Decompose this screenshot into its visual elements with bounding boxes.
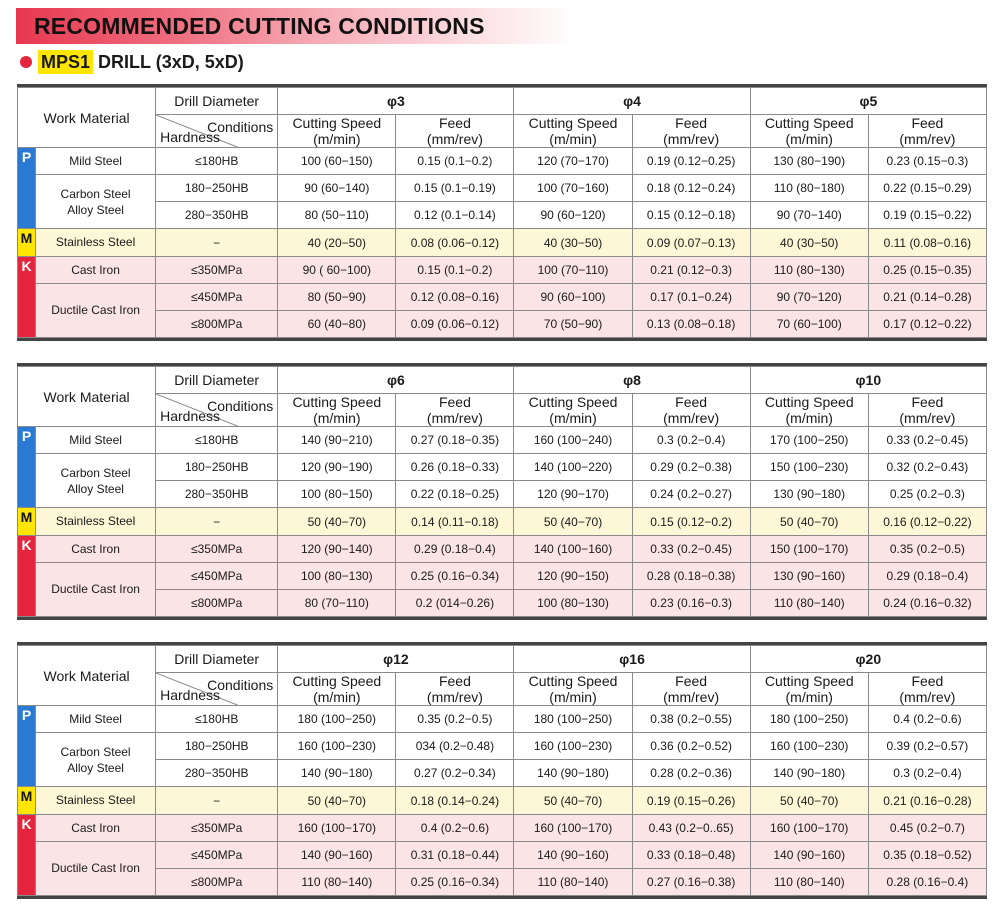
feed-value: 0.45 (0.2−0.7) bbox=[868, 815, 986, 842]
cutting-table-2 bbox=[17, 363, 987, 620]
hardness-value: 280−350HB bbox=[156, 481, 278, 508]
table-row bbox=[18, 229, 987, 257]
cutting-speed-value: 50 (40−70) bbox=[514, 787, 632, 815]
table-row bbox=[18, 311, 987, 338]
cutting-speed-value: 160 (100−170) bbox=[750, 815, 868, 842]
feed-header-line1: Feed bbox=[911, 394, 944, 410]
stainless-steel-label: Stainless Steel bbox=[36, 787, 156, 815]
feed-value: 0.09 (0.07−0.13) bbox=[632, 229, 750, 257]
feed-value: 0.33 (0.2−0.45) bbox=[632, 536, 750, 563]
header-row-diameter bbox=[18, 646, 987, 673]
cutting-speed-header bbox=[514, 394, 632, 427]
grade-p-badge: P bbox=[18, 427, 36, 508]
hardness-value: ≤450MPa bbox=[156, 284, 278, 311]
feed-header-line1: Feed bbox=[675, 394, 708, 410]
feed-value: 0.4 (0.2−0.6) bbox=[868, 706, 986, 733]
grade-p-badge: P bbox=[18, 148, 36, 229]
table-row bbox=[18, 508, 987, 536]
hardness-value: ≤350MPa bbox=[156, 536, 278, 563]
table-row bbox=[18, 842, 987, 869]
diameter-header: φ12 bbox=[278, 646, 514, 673]
grade-m-badge: M bbox=[18, 508, 36, 536]
cutting-speed-value: 120 (70−170) bbox=[514, 148, 632, 175]
cutting-speed-value: 100 (80−130) bbox=[278, 563, 396, 590]
feed-value: 0.28 (0.2−0.36) bbox=[632, 760, 750, 787]
cutting-speed-header-line2: (m/min) bbox=[549, 689, 597, 705]
table-row bbox=[18, 706, 987, 733]
hardness-value: ≤180HB bbox=[156, 427, 278, 454]
feed-value: 0.33 (0.18−0.48) bbox=[632, 842, 750, 869]
grade-k-badge: K bbox=[18, 536, 36, 617]
cutting-speed-value: 140 (90−160) bbox=[278, 842, 396, 869]
cutting-speed-value: 140 (90−210) bbox=[278, 427, 396, 454]
mild-steel-label: Mild Steel bbox=[36, 148, 156, 175]
grade-m-badge: M bbox=[18, 229, 36, 257]
drill-diameter-header: Drill Diameter bbox=[156, 646, 278, 673]
feed-value: 0.15 (0.1−0.19) bbox=[396, 175, 514, 202]
cutting-speed-value: 100 (70−110) bbox=[514, 257, 632, 284]
diameter-header: φ20 bbox=[750, 646, 986, 673]
carbon-alloy-steel-label bbox=[36, 454, 156, 508]
cutting-speed-value: 160 (100−240) bbox=[514, 427, 632, 454]
diameter-header: φ16 bbox=[514, 646, 750, 673]
feed-header bbox=[868, 673, 986, 706]
hardness-value: ≤180HB bbox=[156, 706, 278, 733]
hardness-value: ≤800MPa bbox=[156, 311, 278, 338]
cutting-speed-header bbox=[514, 115, 632, 148]
feed-header-line1: Feed bbox=[911, 673, 944, 689]
cutting-speed-header-line2: (m/min) bbox=[549, 131, 597, 147]
cutting-speed-header bbox=[750, 394, 868, 427]
cutting-speed-value: 160 (100−230) bbox=[278, 733, 396, 760]
feed-value: 0.21 (0.14−0.28) bbox=[868, 284, 986, 311]
table-row bbox=[18, 787, 987, 815]
hardness-value: − bbox=[156, 508, 278, 536]
feed-header-line1: Feed bbox=[675, 115, 708, 131]
carbon-alloy-steel-label bbox=[36, 733, 156, 787]
feed-value: 0.43 (0.2−0..65) bbox=[632, 815, 750, 842]
feed-header bbox=[396, 394, 514, 427]
grade-m-badge: M bbox=[18, 787, 36, 815]
cutting-speed-header-line2: (m/min) bbox=[785, 410, 833, 426]
header-row-diameter bbox=[18, 88, 987, 115]
cutting-speed-value: 120 (90−140) bbox=[278, 536, 396, 563]
cutting-speed-value: 150 (100−230) bbox=[750, 454, 868, 481]
feed-value: 0.35 (0.18−0.52) bbox=[868, 842, 986, 869]
cutting-speed-value: 170 (100−250) bbox=[750, 427, 868, 454]
cutting-speed-value: 70 (50−90) bbox=[514, 311, 632, 338]
cutting-speed-value: 140 (100−220) bbox=[514, 454, 632, 481]
cutting-speed-value: 130 (90−180) bbox=[750, 481, 868, 508]
cutting-speed-value: 90 (60−140) bbox=[278, 175, 396, 202]
cutting-speed-header-line1: Cutting Speed bbox=[528, 115, 618, 131]
table-row bbox=[18, 563, 987, 590]
hardness-value: ≤350MPa bbox=[156, 257, 278, 284]
conditions-label: Conditions bbox=[207, 398, 274, 414]
ductile-cast-iron-label: Ductile Cast Iron bbox=[36, 284, 156, 338]
cutting-speed-value: 140 (90−160) bbox=[514, 842, 632, 869]
feed-header bbox=[396, 673, 514, 706]
feed-value: 0.17 (0.12−0.22) bbox=[868, 311, 986, 338]
feed-value: 0.31 (0.18−0.44) bbox=[396, 842, 514, 869]
feed-header-line2: (mm/rev) bbox=[426, 689, 483, 705]
cutting-speed-header-line1: Cutting Speed bbox=[528, 673, 618, 689]
cutting-speed-header-line2: (m/min) bbox=[313, 410, 361, 426]
table-row bbox=[18, 175, 987, 202]
feed-value: 0.3 (0.2−0.4) bbox=[868, 760, 986, 787]
cutting-speed-header-line1: Cutting Speed bbox=[292, 394, 382, 410]
cutting-speed-value: 80 (50−90) bbox=[278, 284, 396, 311]
cutting-speed-header-line2: (m/min) bbox=[549, 410, 597, 426]
cutting-speed-value: 180 (100−250) bbox=[750, 706, 868, 733]
feed-value: 0.39 (0.2−0.57) bbox=[868, 733, 986, 760]
feed-value: 0.15 (0.12−0.18) bbox=[632, 202, 750, 229]
feed-value: 0.27 (0.2−0.34) bbox=[396, 760, 514, 787]
ductile-cast-iron-label: Ductile Cast Iron bbox=[36, 563, 156, 617]
feed-value: 0.3 (0.2−0.4) bbox=[632, 427, 750, 454]
feed-value: 0.12 (0.08−0.16) bbox=[396, 284, 514, 311]
feed-header bbox=[868, 394, 986, 427]
hardness-value: 180−250HB bbox=[156, 454, 278, 481]
cutting-speed-value: 90 (60−100) bbox=[514, 284, 632, 311]
mild-steel-label: Mild Steel bbox=[36, 427, 156, 454]
carbon-alloy-steel-label bbox=[36, 175, 156, 229]
feed-header-line2: (mm/rev) bbox=[663, 131, 720, 147]
feed-value: 0.27 (0.18−0.35) bbox=[396, 427, 514, 454]
feed-value: 0.32 (0.2−0.43) bbox=[868, 454, 986, 481]
cutting-speed-value: 140 (100−160) bbox=[514, 536, 632, 563]
feed-value: 0.15 (0.12−0.2) bbox=[632, 508, 750, 536]
cutting-speed-header-line2: (m/min) bbox=[313, 131, 361, 147]
feed-value: 0.26 (0.18−0.33) bbox=[396, 454, 514, 481]
hardness-value: 180−250HB bbox=[156, 733, 278, 760]
feed-header-line2: (mm/rev) bbox=[899, 131, 956, 147]
cutting-speed-value: 160 (100−170) bbox=[278, 815, 396, 842]
feed-header-line2: (mm/rev) bbox=[426, 131, 483, 147]
feed-value: 0.35 (0.2−0.5) bbox=[396, 706, 514, 733]
hardness-value: 180−250HB bbox=[156, 175, 278, 202]
diameter-header: φ10 bbox=[750, 367, 986, 394]
cutting-speed-value: 110 (80−140) bbox=[514, 869, 632, 896]
feed-value: 0.23 (0.16−0.3) bbox=[632, 590, 750, 617]
hardness-value: − bbox=[156, 229, 278, 257]
hardness-value: ≤450MPa bbox=[156, 563, 278, 590]
stainless-steel-label: Stainless Steel bbox=[36, 508, 156, 536]
feed-value: 0.25 (0.2−0.3) bbox=[868, 481, 986, 508]
feed-value: 0.18 (0.12−0.24) bbox=[632, 175, 750, 202]
feed-value: 0.24 (0.2−0.27) bbox=[632, 481, 750, 508]
cutting-speed-value: 90 (70−120) bbox=[750, 284, 868, 311]
mild-steel-label: Mild Steel bbox=[36, 706, 156, 733]
carbon-alloy-steel-label-line2: Alloy Steel bbox=[67, 481, 124, 496]
cutting-speed-header bbox=[278, 115, 396, 148]
cutting-speed-value: 180 (100−250) bbox=[278, 706, 396, 733]
feed-value: 0.29 (0.18−0.4) bbox=[396, 536, 514, 563]
feed-value: 0.25 (0.16−0.34) bbox=[396, 869, 514, 896]
table-row bbox=[18, 733, 987, 760]
hardness-value: − bbox=[156, 787, 278, 815]
hardness-label: Hardness bbox=[160, 687, 221, 703]
table-row bbox=[18, 148, 987, 175]
cutting-speed-value: 120 (90−190) bbox=[278, 454, 396, 481]
feed-value: 0.18 (0.14−0.24) bbox=[396, 787, 514, 815]
feed-value: 0.28 (0.18−0.38) bbox=[632, 563, 750, 590]
cutting-speed-header-line1: Cutting Speed bbox=[764, 115, 854, 131]
cutting-speed-value: 50 (40−70) bbox=[750, 787, 868, 815]
product-code: MPS1 bbox=[38, 50, 93, 74]
feed-header-line2: (mm/rev) bbox=[663, 410, 720, 426]
conditions-hardness-header bbox=[156, 115, 278, 148]
hardness-value: 280−350HB bbox=[156, 760, 278, 787]
hardness-label: Hardness bbox=[160, 129, 221, 145]
cutting-speed-value: 140 (90−160) bbox=[750, 842, 868, 869]
cutting-speed-value: 160 (100−170) bbox=[514, 815, 632, 842]
feed-value: 0.29 (0.18−0.4) bbox=[868, 563, 986, 590]
feed-value: 0.4 (0.2−0.6) bbox=[396, 815, 514, 842]
cutting-speed-value: 160 (100−230) bbox=[750, 733, 868, 760]
feed-value: 0.28 (0.16−0.4) bbox=[868, 869, 986, 896]
hardness-value: ≤800MPa bbox=[156, 590, 278, 617]
cutting-speed-value: 110 (80−180) bbox=[750, 175, 868, 202]
feed-header bbox=[868, 115, 986, 148]
conditions-label: Conditions bbox=[207, 119, 274, 135]
cutting-speed-value: 110 (80−140) bbox=[278, 869, 396, 896]
feed-value: 0.08 (0.06−0.12) bbox=[396, 229, 514, 257]
page-title: RECOMMENDED CUTTING CONDITIONS bbox=[34, 13, 485, 39]
feed-value: 0.16 (0.12−0.22) bbox=[868, 508, 986, 536]
cast-iron-label: Cast Iron bbox=[36, 815, 156, 842]
cutting-speed-value: 90 (70−140) bbox=[750, 202, 868, 229]
feed-header-line2: (mm/rev) bbox=[663, 689, 720, 705]
hardness-value: ≤450MPa bbox=[156, 842, 278, 869]
cutting-speed-value: 160 (100−230) bbox=[514, 733, 632, 760]
feed-value: 0.15 (0.1−0.2) bbox=[396, 148, 514, 175]
cutting-speed-value: 100 (60−150) bbox=[278, 148, 396, 175]
cutting-speed-value: 140 (90−180) bbox=[278, 760, 396, 787]
cutting-speed-value: 110 (80−130) bbox=[750, 257, 868, 284]
cutting-speed-header bbox=[278, 394, 396, 427]
feed-value: 0.15 (0.1−0.2) bbox=[396, 257, 514, 284]
cutting-speed-value: 50 (40−70) bbox=[514, 508, 632, 536]
feed-value: 0.22 (0.15−0.29) bbox=[868, 175, 986, 202]
conditions-hardness-header bbox=[156, 673, 278, 706]
feed-value: 0.19 (0.12−0.25) bbox=[632, 148, 750, 175]
carbon-alloy-steel-label-line2: Alloy Steel bbox=[67, 760, 124, 775]
cutting-table-1 bbox=[17, 84, 987, 341]
cutting-speed-value: 140 (90−180) bbox=[750, 760, 868, 787]
title-banner bbox=[16, 8, 1000, 44]
feed-value: 0.14 (0.11−0.18) bbox=[396, 508, 514, 536]
cutting-speed-value: 40 (30−50) bbox=[514, 229, 632, 257]
hardness-label: Hardness bbox=[160, 408, 221, 424]
table-row bbox=[18, 536, 987, 563]
product-description: DRILL (3xD, 5xD) bbox=[98, 52, 244, 72]
cutting-speed-header-line2: (m/min) bbox=[785, 131, 833, 147]
feed-value: 0.25 (0.15−0.35) bbox=[868, 257, 986, 284]
feed-value: 0.33 (0.2−0.45) bbox=[868, 427, 986, 454]
table-row bbox=[18, 815, 987, 842]
drill-diameter-header: Drill Diameter bbox=[156, 367, 278, 394]
feed-header-line2: (mm/rev) bbox=[899, 689, 956, 705]
hardness-value: ≤180HB bbox=[156, 148, 278, 175]
feed-value: 0.21 (0.12−0.3) bbox=[632, 257, 750, 284]
cutting-speed-value: 120 (90−150) bbox=[514, 563, 632, 590]
feed-value: 0.2 (014−0.26) bbox=[396, 590, 514, 617]
cutting-speed-value: 50 (40−70) bbox=[278, 508, 396, 536]
grade-k-badge: K bbox=[18, 815, 36, 896]
feed-value: 0.27 (0.16−0.38) bbox=[632, 869, 750, 896]
conditions-label: Conditions bbox=[207, 677, 274, 693]
feed-header bbox=[632, 394, 750, 427]
cutting-speed-value: 60 (40−80) bbox=[278, 311, 396, 338]
cutting-speed-value: 70 (60−100) bbox=[750, 311, 868, 338]
feed-header-line2: (mm/rev) bbox=[899, 410, 956, 426]
cutting-speed-value: 110 (80−140) bbox=[750, 590, 868, 617]
cutting-table-3 bbox=[17, 642, 987, 899]
feed-value: 0.19 (0.15−0.26) bbox=[632, 787, 750, 815]
feed-header-line1: Feed bbox=[675, 673, 708, 689]
feed-header bbox=[632, 115, 750, 148]
feed-value: 0.13 (0.08−0.18) bbox=[632, 311, 750, 338]
carbon-alloy-steel-label-line1: Carbon Steel bbox=[60, 186, 131, 201]
grade-p-badge: P bbox=[18, 706, 36, 787]
feed-value: 0.36 (0.2−0.52) bbox=[632, 733, 750, 760]
cutting-speed-header-line1: Cutting Speed bbox=[764, 394, 854, 410]
diameter-header: φ5 bbox=[750, 88, 986, 115]
feed-value: 0.21 (0.16−0.28) bbox=[868, 787, 986, 815]
feed-header-line1: Feed bbox=[438, 673, 471, 689]
ductile-cast-iron-label: Ductile Cast Iron bbox=[36, 842, 156, 896]
cutting-speed-header-line1: Cutting Speed bbox=[292, 673, 382, 689]
bullet-dot-icon bbox=[20, 56, 32, 68]
table-row bbox=[18, 257, 987, 284]
cutting-speed-header-line2: (m/min) bbox=[313, 689, 361, 705]
table-row bbox=[18, 590, 987, 617]
cutting-speed-value: 100 (80−130) bbox=[514, 590, 632, 617]
feed-value: 0.12 (0.1−0.14) bbox=[396, 202, 514, 229]
cutting-speed-header bbox=[750, 115, 868, 148]
cutting-speed-header bbox=[514, 673, 632, 706]
diameter-header: φ8 bbox=[514, 367, 750, 394]
hardness-value: ≤350MPa bbox=[156, 815, 278, 842]
table-row bbox=[18, 869, 987, 896]
feed-value: 0.38 (0.2−0.55) bbox=[632, 706, 750, 733]
table-row bbox=[18, 481, 987, 508]
header-row-diameter bbox=[18, 367, 987, 394]
feed-header-line1: Feed bbox=[438, 394, 471, 410]
cutting-speed-value: 40 (30−50) bbox=[750, 229, 868, 257]
feed-value: 0.17 (0.1−0.24) bbox=[632, 284, 750, 311]
feed-value: 034 (0.2−0.48) bbox=[396, 733, 514, 760]
cutting-speed-value: 90 ( 60−100) bbox=[278, 257, 396, 284]
diameter-header: φ4 bbox=[514, 88, 750, 115]
feed-header-line1: Feed bbox=[911, 115, 944, 131]
cast-iron-label: Cast Iron bbox=[36, 536, 156, 563]
feed-value: 0.23 (0.15−0.3) bbox=[868, 148, 986, 175]
drill-diameter-header: Drill Diameter bbox=[156, 88, 278, 115]
cutting-speed-value: 180 (100−250) bbox=[514, 706, 632, 733]
stainless-steel-label: Stainless Steel bbox=[36, 229, 156, 257]
feed-header bbox=[632, 673, 750, 706]
cutting-speed-value: 40 (20−50) bbox=[278, 229, 396, 257]
feed-value: 0.24 (0.16−0.32) bbox=[868, 590, 986, 617]
feed-header-line2: (mm/rev) bbox=[426, 410, 483, 426]
grade-k-badge: K bbox=[18, 257, 36, 338]
product-subtitle bbox=[20, 49, 244, 75]
table-row bbox=[18, 454, 987, 481]
feed-value: 0.35 (0.2−0.5) bbox=[868, 536, 986, 563]
cutting-speed-header-line1: Cutting Speed bbox=[528, 394, 618, 410]
carbon-alloy-steel-label-line2: Alloy Steel bbox=[67, 202, 124, 217]
cutting-speed-header bbox=[278, 673, 396, 706]
cutting-speed-value: 80 (50−110) bbox=[278, 202, 396, 229]
conditions-hardness-header bbox=[156, 394, 278, 427]
diameter-header: φ3 bbox=[278, 88, 514, 115]
work-material-header: Work Material bbox=[18, 646, 156, 706]
cutting-speed-value: 90 (60−120) bbox=[514, 202, 632, 229]
cutting-speed-value: 110 (80−140) bbox=[750, 869, 868, 896]
cast-iron-label: Cast Iron bbox=[36, 257, 156, 284]
cutting-speed-value: 50 (40−70) bbox=[750, 508, 868, 536]
work-material-header: Work Material bbox=[18, 367, 156, 427]
feed-value: 0.11 (0.08−0.16) bbox=[868, 229, 986, 257]
table-row bbox=[18, 427, 987, 454]
work-material-header: Work Material bbox=[18, 88, 156, 148]
cutting-speed-value: 50 (40−70) bbox=[278, 787, 396, 815]
cutting-speed-header bbox=[750, 673, 868, 706]
feed-value: 0.09 (0.06−0.12) bbox=[396, 311, 514, 338]
carbon-alloy-steel-label-line1: Carbon Steel bbox=[60, 744, 131, 759]
table-row bbox=[18, 760, 987, 787]
carbon-alloy-steel-label-line1: Carbon Steel bbox=[60, 465, 131, 480]
feed-value: 0.19 (0.15−0.22) bbox=[868, 202, 986, 229]
cutting-speed-value: 140 (90−180) bbox=[514, 760, 632, 787]
feed-value: 0.25 (0.16−0.34) bbox=[396, 563, 514, 590]
feed-header-line1: Feed bbox=[438, 115, 471, 131]
cutting-speed-header-line1: Cutting Speed bbox=[292, 115, 382, 131]
feed-value: 0.29 (0.2−0.38) bbox=[632, 454, 750, 481]
cutting-speed-header-line2: (m/min) bbox=[785, 689, 833, 705]
cutting-speed-value: 130 (90−160) bbox=[750, 563, 868, 590]
cutting-speed-value: 100 (80−150) bbox=[278, 481, 396, 508]
cutting-speed-value: 80 (70−110) bbox=[278, 590, 396, 617]
cutting-speed-header-line1: Cutting Speed bbox=[764, 673, 854, 689]
cutting-speed-value: 120 (90−170) bbox=[514, 481, 632, 508]
cutting-speed-value: 130 (80−190) bbox=[750, 148, 868, 175]
feed-header bbox=[396, 115, 514, 148]
table-row bbox=[18, 202, 987, 229]
table-row bbox=[18, 284, 987, 311]
cutting-speed-value: 150 (100−170) bbox=[750, 536, 868, 563]
cutting-speed-value: 100 (70−160) bbox=[514, 175, 632, 202]
diameter-header: φ6 bbox=[278, 367, 514, 394]
feed-value: 0.22 (0.18−0.25) bbox=[396, 481, 514, 508]
hardness-value: ≤800MPa bbox=[156, 869, 278, 896]
hardness-value: 280−350HB bbox=[156, 202, 278, 229]
